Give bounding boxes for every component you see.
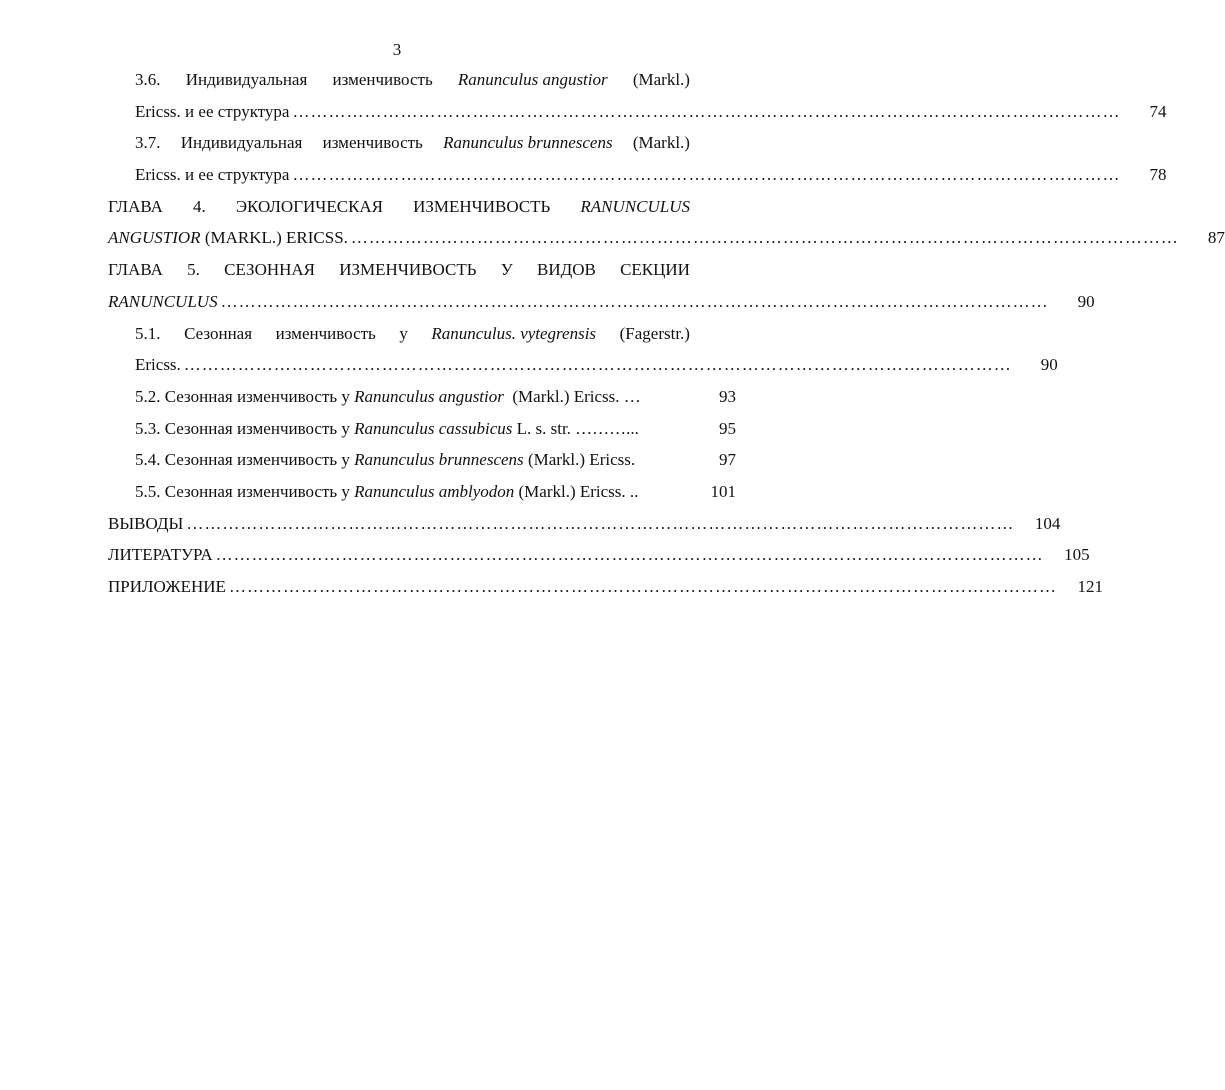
entry-title: ЛИТЕРАТУРА <box>108 545 213 565</box>
author-citation: (Markl.) <box>632 70 690 89</box>
author-citation: (Markl.) Ericss. .. <box>514 481 639 501</box>
author-citation: (Markl.) Ericss. … <box>503 386 641 406</box>
dot-leader: ………………………………………………………………………………………………………………………… <box>350 228 1179 248</box>
page-ref: 93 <box>719 386 736 406</box>
entry-title: 5.4. Сезонная изменчивость у <box>135 450 355 470</box>
title-word: ВИДОВ <box>537 260 596 280</box>
toc-entry-5-2 <box>108 381 736 413</box>
page-ref: 90 <box>1077 291 1095 311</box>
species-name: Ranunculus amblyodon <box>354 481 515 501</box>
toc-conclusions <box>108 508 1061 540</box>
dot-leader: ………………………………………………………………………………………………………………………… <box>186 513 1015 533</box>
toc-entry-5-3 <box>108 413 736 445</box>
title-word: У <box>500 260 513 280</box>
dot-leader: ………………………………………………………………………………………………………………………… <box>183 355 1012 375</box>
genus-name: RANUNCULUS <box>580 196 690 216</box>
title-word: Индивидуальная <box>185 70 308 89</box>
page-ref: 105 <box>1064 545 1090 565</box>
dot-leader: ………………………………………………………………………………………………………………………… <box>292 165 1121 185</box>
page-ref: 97 <box>719 450 736 470</box>
title-word: СЕКЦИИ <box>620 260 690 280</box>
toc-entry-3-7-line1 <box>108 127 736 159</box>
dot-leader: ………………………………………………………………………………………………………………………… <box>228 577 1057 596</box>
toc-chapter-4-line2 <box>108 222 1225 254</box>
toc-chapter-5-line2 <box>108 286 1095 318</box>
title-word: Индивидуальная <box>180 133 303 153</box>
author-citation: (Markl.) Ericss. <box>523 450 636 470</box>
title-word: изменчивость <box>322 133 423 153</box>
author-citation: (Fagerstr.) <box>619 323 690 343</box>
page-ref: 121 <box>1077 577 1103 596</box>
title-continuation: Ericss. и ее структура <box>135 101 290 121</box>
species-name: Ranunculus. vytegrensis <box>431 323 597 343</box>
dot-leader: ………………………………………………………………………………………………………………………… <box>220 291 1049 311</box>
toc-chapter-4-line1 <box>108 191 736 223</box>
page-number: 3 <box>392 40 402 59</box>
page-ref: 104 <box>1034 513 1061 533</box>
title-word: СЕЗОННАЯ <box>224 260 316 280</box>
title-word: изменчивость <box>275 323 376 343</box>
page-ref: 101 <box>710 481 736 501</box>
table-of-contents <box>108 64 1225 603</box>
species-name: Ranunculus cassubicus <box>354 418 513 438</box>
author-citation: L. s. str. ………... <box>512 418 639 438</box>
toc-entry-3-6-line1 <box>108 64 736 96</box>
species-name: Ranunculus brunnescens <box>354 450 524 470</box>
chapter-word: ГЛАВА <box>108 260 163 280</box>
entry-title: ПРИЛОЖЕНИЕ <box>108 577 226 596</box>
author-citation: (MARKL.) ERICSS. <box>200 228 348 248</box>
chapter-word: ГЛАВА <box>108 196 163 216</box>
author-citation: (Markl.) <box>632 133 690 153</box>
entry-title: ВЫВОДЫ <box>108 513 184 533</box>
section-number: 3.7. <box>135 133 161 153</box>
toc-literature <box>108 539 1090 571</box>
title-continuation: Ericss. и ее структура <box>135 165 290 185</box>
title-word: ИЗМЕНЧИВОСТЬ <box>339 260 477 280</box>
dot-leader: ………………………………………………………………………………………………………………………… <box>215 545 1044 565</box>
toc-entry-5-1-line1 <box>108 318 736 350</box>
toc-entry-3-6-line2 <box>108 96 1167 128</box>
page-ref: 74 <box>1149 101 1167 121</box>
chapter-number: 5. <box>187 260 200 280</box>
species-name: ANGUSTIOR <box>108 228 201 248</box>
entry-title: 5.2. Сезонная изменчивость у <box>135 386 355 406</box>
genus-name: RANUNCULUS <box>108 291 218 311</box>
dot-leader: ………………………………………………………………………………………………………………………… <box>292 101 1121 121</box>
entry-title: 5.5. Сезонная изменчивость у <box>135 481 355 501</box>
chapter-number: 4. <box>192 196 206 216</box>
title-word: ИЗМЕНЧИВОСТЬ <box>413 196 551 216</box>
toc-appendix <box>108 571 1103 603</box>
title-word: Сезонная <box>184 323 253 343</box>
species-name: Ranunculus angustior <box>354 386 504 406</box>
page-ref: 78 <box>1149 165 1167 185</box>
toc-entry-5-5 <box>108 476 736 508</box>
toc-entry-5-4 <box>108 444 736 476</box>
title-word: ЭКОЛОГИЧЕСКАЯ <box>235 196 384 216</box>
section-number: 5.1. <box>135 323 161 343</box>
toc-chapter-5-line1 <box>108 254 736 286</box>
title-word: у <box>399 323 408 343</box>
page-ref: 95 <box>719 418 736 438</box>
title-continuation: Ericss. <box>135 355 181 375</box>
species-name: Ranunculus angustior <box>457 70 608 89</box>
page-ref: 90 <box>1040 355 1058 375</box>
page-ref: 87 <box>1207 228 1225 248</box>
title-word: изменчивость <box>332 70 433 89</box>
toc-entry-3-7-line2 <box>108 159 1167 191</box>
toc-entry-5-1-line2 <box>108 349 1058 381</box>
entry-title: 5.3. Сезонная изменчивость у <box>135 418 355 438</box>
section-number: 3.6. <box>135 70 161 89</box>
species-name: Ranunculus brunnescens <box>443 133 613 153</box>
